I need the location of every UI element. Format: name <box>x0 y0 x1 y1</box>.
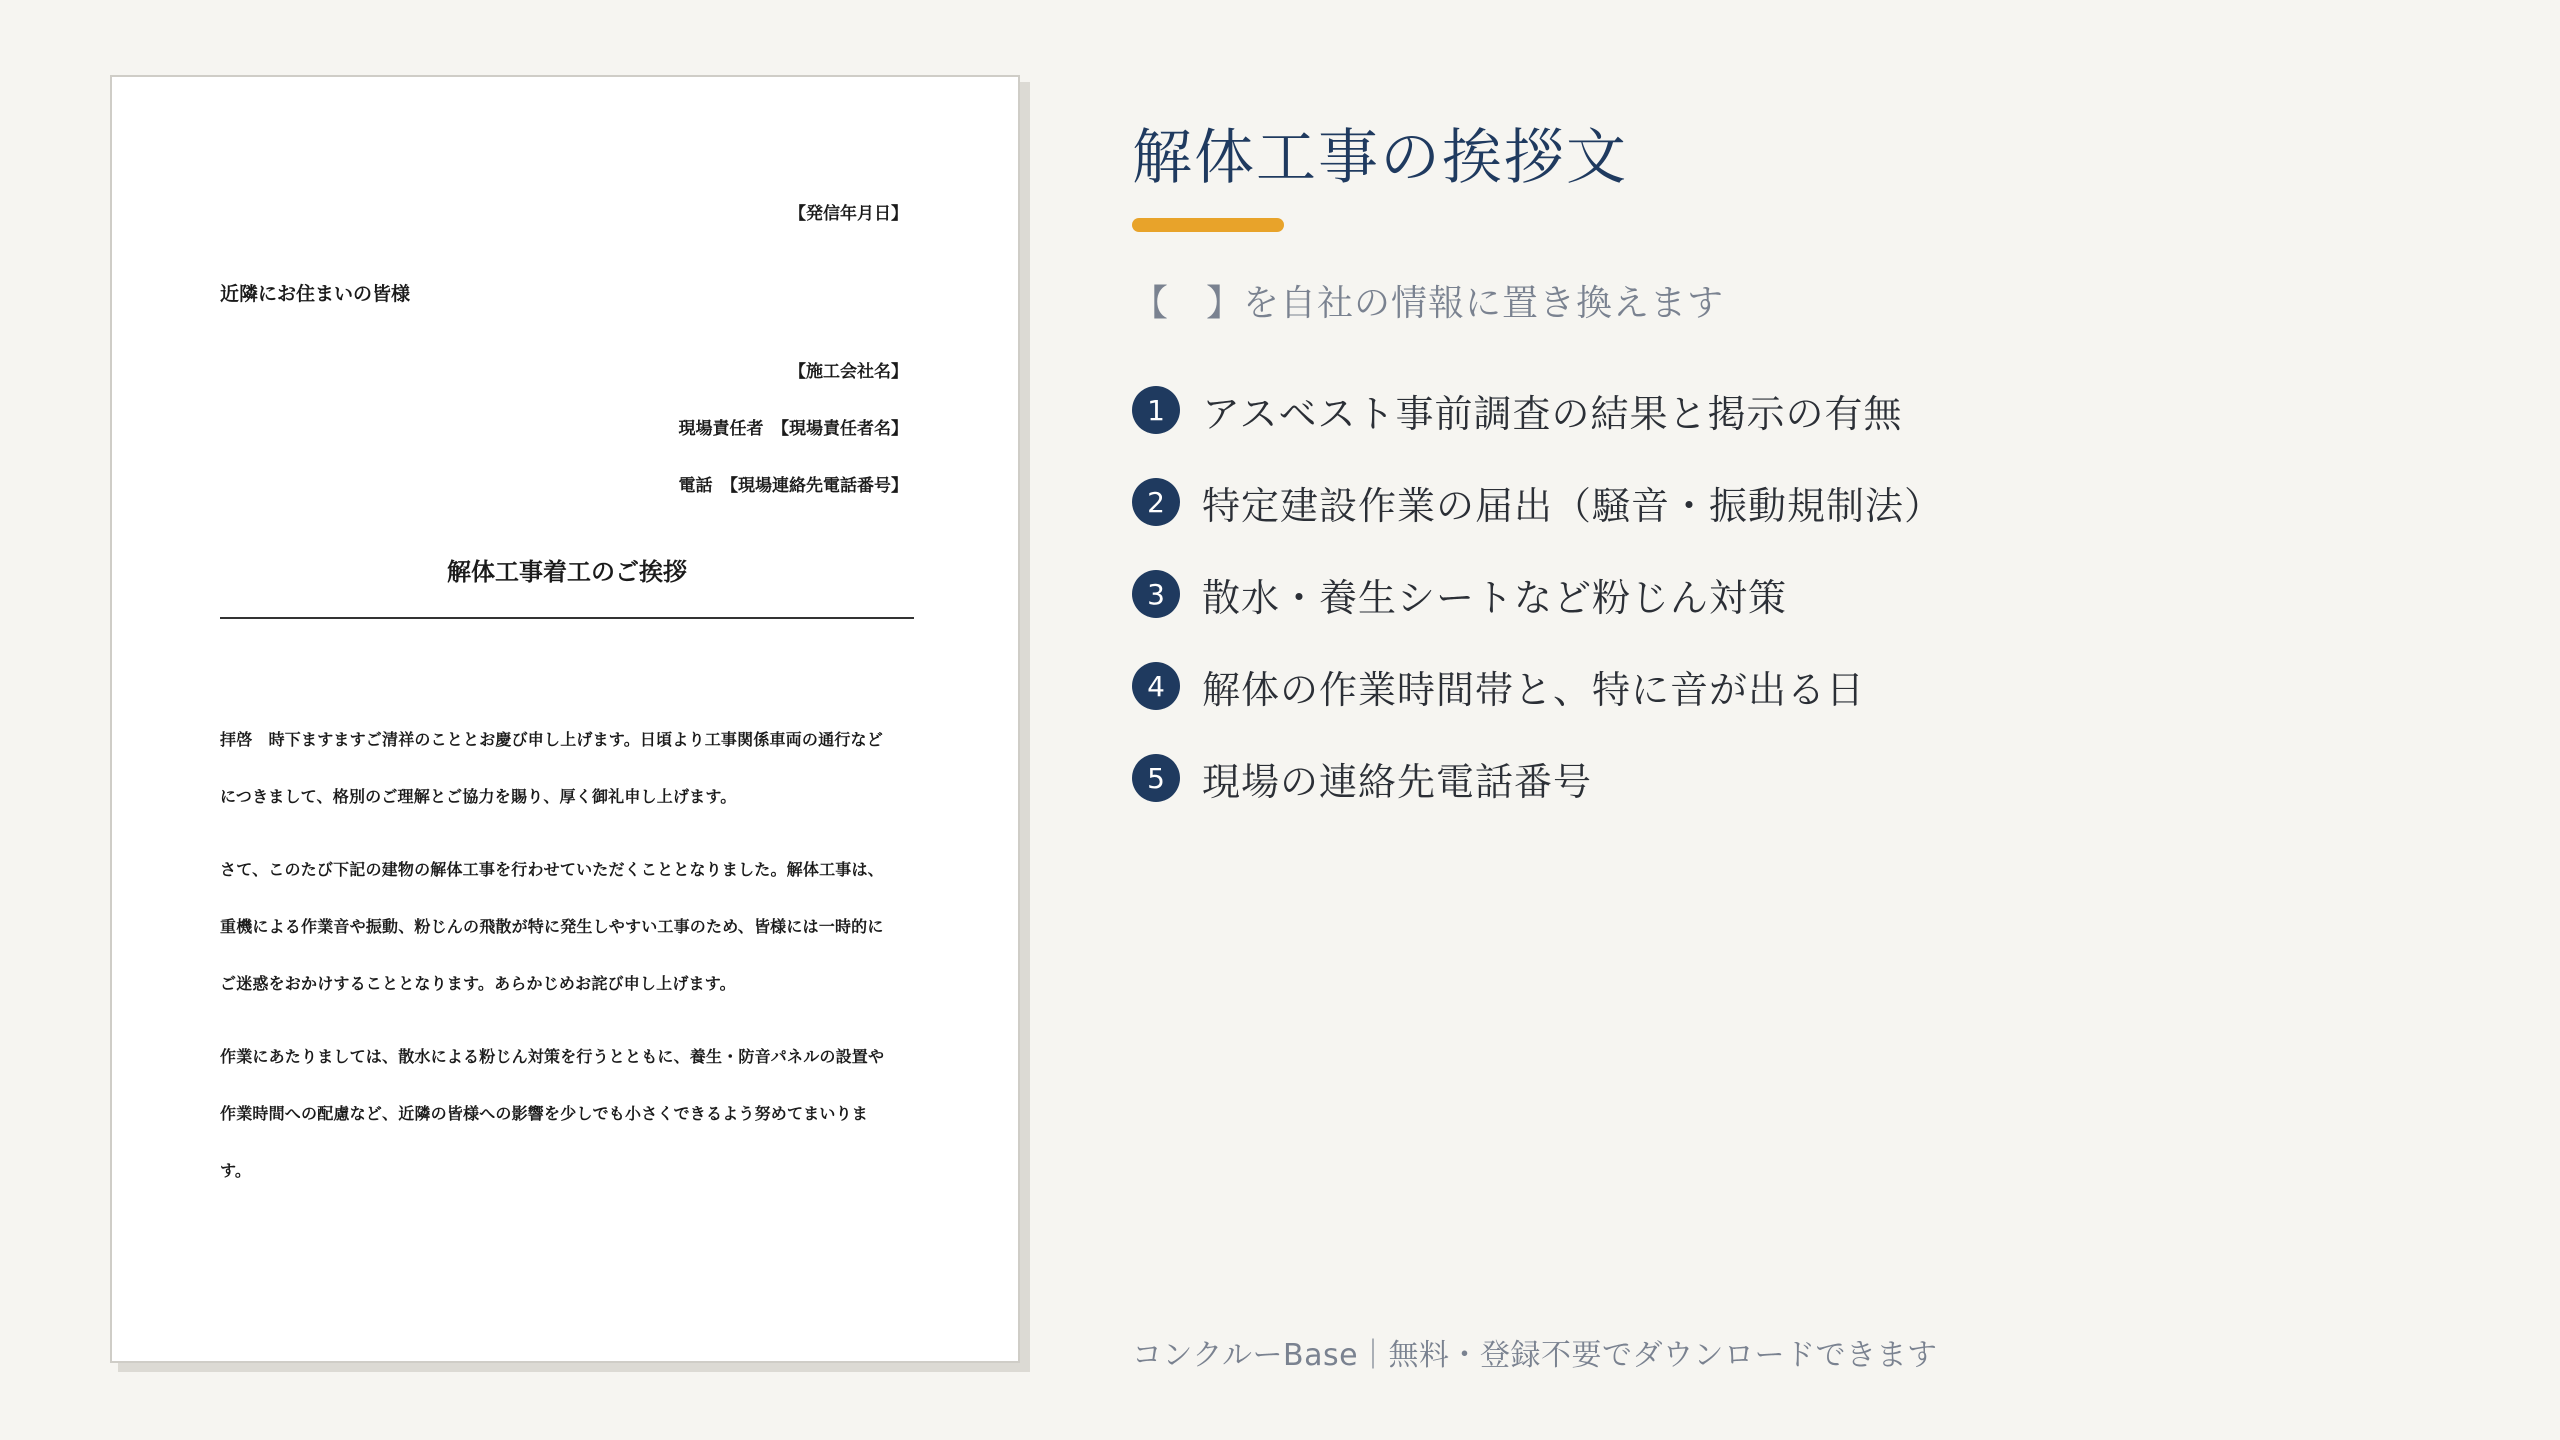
number-badge: 4 <box>1132 662 1180 710</box>
paragraph3-line2: 作業時間への配慮など、近隣の皆様への影響を少しでも小さくできるよう努めてまいりま <box>220 1104 869 1123</box>
number-badge: 5 <box>1132 754 1180 802</box>
page-heading: 解体工事の挨拶文 <box>1132 123 1628 193</box>
checklist-item <box>1132 748 1592 808</box>
document-preview <box>110 75 1020 1363</box>
paragraph2-line1: さて、このたび下記の建物の解体工事を行わせていただくこととなりました。解体工事は、 <box>220 860 884 879</box>
paragraph2-line3: ご迷惑をおかけすることとなります。あらかじめお詫び申し上げます。 <box>220 974 736 993</box>
paragraph2-line2: 重機による作業音や振動、粉じんの飛散が特に発生しやすい工事のため、皆様には一時的に <box>220 917 884 936</box>
checklist-item-text: 現場の連絡先電話番号 <box>1202 759 1593 804</box>
number-badge: 1 <box>1132 386 1180 434</box>
footer-text: コンクルーBase｜無料・登録不要でダウンロードできます <box>1132 1338 1938 1373</box>
checklist-item-text: 特定建設作業の届出（騒音・振動規制法） <box>1202 483 1944 528</box>
document-title: 解体工事着工のご挨拶 <box>447 557 687 586</box>
paragraph3-line1: 作業にあたりましては、散水による粉じん対策を行うとともに、養生・防音パネルの設置や <box>220 1047 885 1066</box>
checklist-item <box>1132 380 1902 440</box>
checklist-item-text: 解体の作業時間帯と、特に音が出る日 <box>1202 667 1866 712</box>
manager-line: 現場責任者 【現場責任者名】 <box>678 419 908 439</box>
checklist-item <box>1132 656 1865 716</box>
recipient: 近隣にお住まいの皆様 <box>220 283 411 305</box>
paragraph1-line2: につきまして、格別のご理解とご協力を賜り、厚く御礼申し上げます。 <box>220 787 737 806</box>
number-badge: 2 <box>1132 478 1180 526</box>
checklist-item <box>1132 472 1943 532</box>
number-badge: 3 <box>1132 570 1180 618</box>
checklist-item <box>1132 564 1787 624</box>
paragraph3-line3: す。 <box>220 1161 252 1180</box>
phone-line: 電話 【現場連絡先電話番号】 <box>678 476 908 496</box>
title-divider <box>220 617 914 619</box>
paragraph1-line1: 拝啓 時下ますますご清祥のこととお慶び申し上げます。日頃より工事関係車両の通行など <box>220 730 883 749</box>
checklist-item-text: アスベスト事前調査の結果と掲示の有無 <box>1202 391 1903 436</box>
company-placeholder: 【施工会社名】 <box>789 362 908 382</box>
accent-bar <box>1132 218 1284 232</box>
checklist-item-text: 散水・養生シートなど粉じん対策 <box>1202 575 1788 620</box>
date-placeholder: 【発信年月日】 <box>789 204 908 224</box>
subtitle: 【 】を自社の情報に置き換えます <box>1132 283 1725 324</box>
